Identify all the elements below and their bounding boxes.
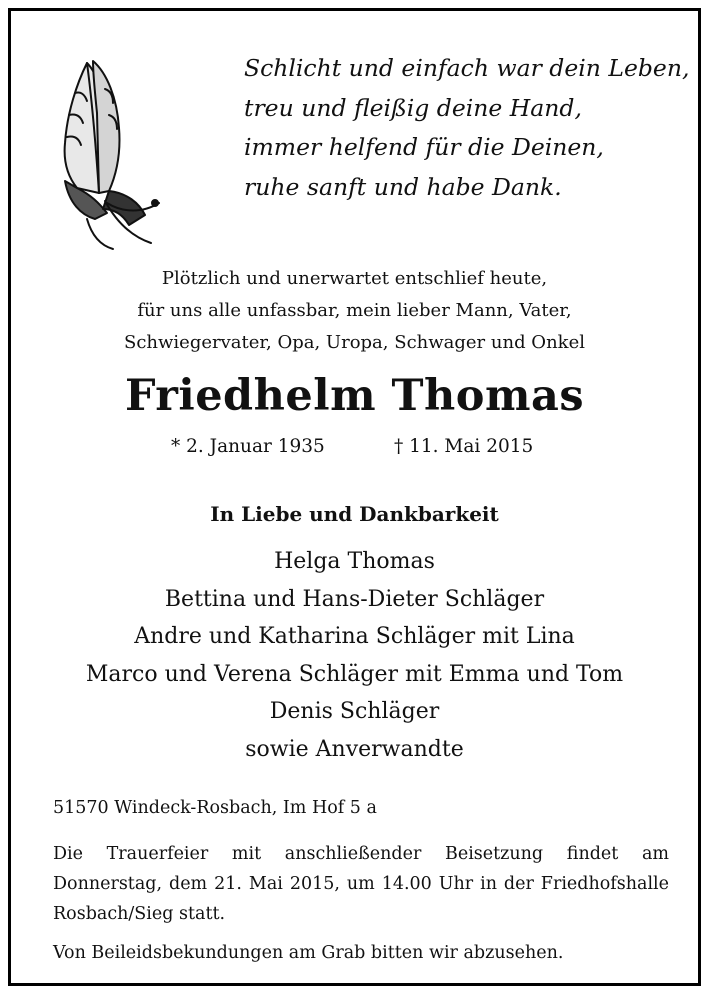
poem-line: immer helfend für die Deinen,	[244, 133, 604, 161]
intro-line: Plötzlich und unerwartet entschlief heute,	[161, 268, 548, 289]
poem-line: Schlicht und einfach war dein Leben,	[244, 54, 690, 82]
poem-line: ruhe sanft und habe Dank.	[244, 172, 562, 201]
mourner-line: Helga Thomas	[274, 549, 435, 574]
intro-line: Schwiegervater, Opa, Uropa, Schwager und Onkel	[124, 332, 585, 353]
mourner-line: Bettina und Hans-Dieter Schläger	[164, 586, 545, 612]
mourner-line: Marco und Verena Schläger mit Emma und Tom	[85, 661, 624, 687]
intro-line: für uns alle unfassbar, mein lieber Mann, Vater,	[137, 300, 572, 321]
thanks-heading: In Liebe und Dankbarkeit	[210, 502, 499, 526]
poem-line: treu und fleißig deine Hand,	[244, 93, 582, 122]
deceased-name: Friedhelm Thomas	[124, 371, 585, 421]
praying-hands-icon	[47, 53, 177, 258]
obituary-card	[8, 8, 701, 986]
mourner-line: Andre und Katharina Schläger mit Lina	[134, 624, 575, 649]
birth-date: * 2. Januar 1935	[171, 436, 325, 457]
intro-text	[11, 263, 698, 359]
funeral-notice: Die Trauerfeier mit anschließender Beisetzung findet am Donnerstag, dem 21. Mai 2015, um 14.00 Uhr in der Friedhofshalle Rosbach/Sieg statt.	[53, 844, 669, 924]
death-date: † 11. Mai 2015	[394, 436, 534, 457]
poem	[244, 49, 689, 207]
mourner-line: Denis Schläger	[269, 699, 440, 724]
mourner-line: sowie Anverwandte	[245, 736, 464, 762]
address: 51570 Windeck-Rosbach, Im Hof 5 a	[53, 798, 377, 818]
mourners-list	[11, 543, 698, 768]
condolence-note: Von Beileidsbekundungen am Grab bitten wir abzusehen.	[53, 943, 564, 963]
